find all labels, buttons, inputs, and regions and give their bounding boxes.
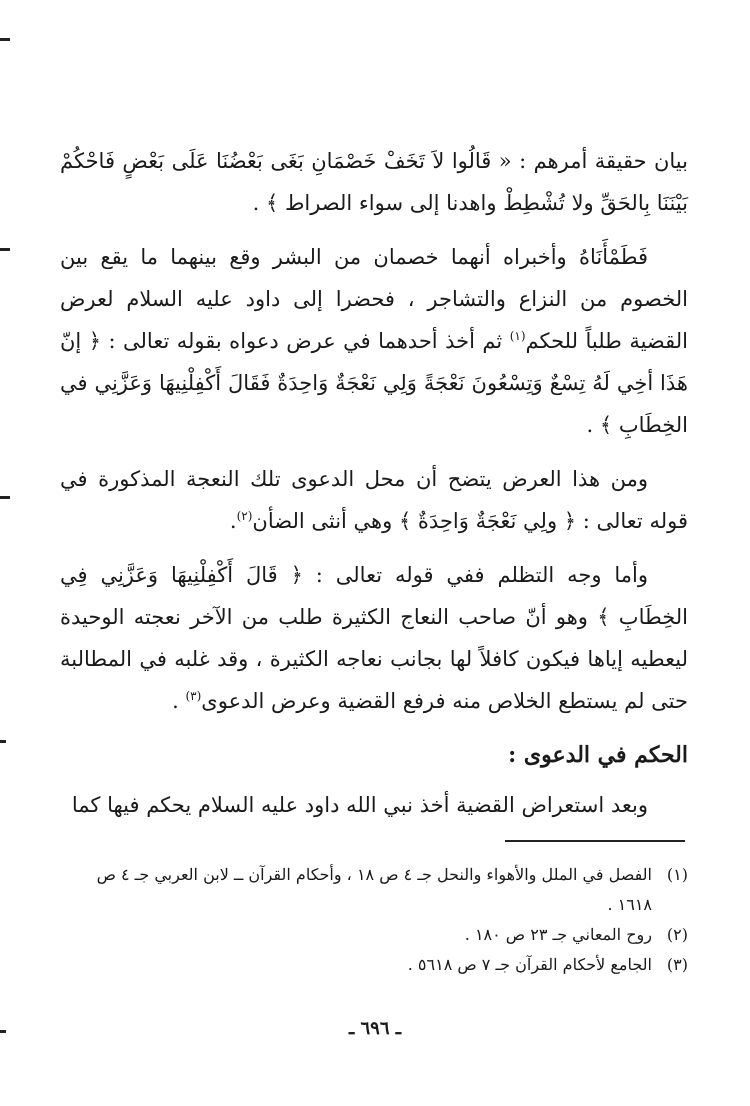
footnote-1: (١) الفصل في الملل والأهواء والنحل جـ ٤ ص ١٨ ، وأحكام القرآن ــ لابن العربي جـ ٤ ص ١٦١٨ . — [96, 865, 688, 914]
footnote-ref: (١) — [509, 329, 526, 343]
footnote-2: (٢) روح المعاني جـ ٢٣ ص ١٨٠ . — [464, 925, 688, 944]
paragraph-1: بيان حقيقة أمرهم : « قَالُوا لاَ تَخَفْ خَصْمَانِ بَغَى بَعْضُنَا عَلَى بَعْضٍ فَاحْكُمْ بَيْنَنَا بِالحَقِّ ولا تُشْطِطْ واهدنا إلى سواء الصراط ﴾ . — [60, 149, 688, 215]
footnotes — [80, 860, 688, 980]
margin-mark — [0, 740, 6, 743]
margin-mark — [0, 38, 10, 41]
paragraph-3: ومن هذا العرض يتضح أن محل الدعوى تلك النعجة المذكورة في قوله تعالى : ﴿ ولِي نَعْجَةٌ وَاحِدَةٌ ﴾ وهي أنثى الضأن$^{(٢)}$. — [60, 467, 688, 533]
margin-mark — [0, 496, 10, 499]
footnote-ref: (٢) — [236, 509, 253, 523]
footnote-ref: (٣) — [185, 689, 202, 703]
footnote-3: (٣) الجامع لأحكام القرآن جـ ٧ ص ٥٦١٨ . — [407, 955, 688, 974]
paragraph-5: وبعد استعراض القضية أخذ نبي الله داود عليه السلام يحكم فيها كما — [71, 793, 648, 817]
paragraph-4: وأما وجه التظلم ففي قوله تعالى : ﴿ قَالَ أَكْفِلْنِيهَا وَعَزَّنِي فِي الخِطَابِ ﴾ وهو أنّ صاحب النعاج الكثيرة طلب من الآخر نعجته الوحيدة ليعطيه إياها فيكون كافلاً لها بجانب نعاجه الكثيرة ، وقد غلبه في المطالبة حتى لم يستطع الخلاص منه فرفع القضية وعرض الدعوى$^{(٣)}$ . — [60, 563, 688, 713]
page-body — [60, 140, 688, 838]
paragraph-2: فَطَمْأَنَاهُ وأخبراه أنهما خصمان من البشر وقع بينهما ما يقع بين الخصوم من النزاع والتشاجر ، فحضرا إلى داود عليه السلام لعرض القضية طلباً للحكم$^{(١)}$ ثم أخذ أحدهما في عرض دعواه بقوله تعالى : ﴿ إنّ هَذَا أخِي لَهُ تِسْعٌ وَتِسْعُونَ نَعْجَةً وَلِي نَعْجَةٌ وَاحِدَةٌ فَقَالَ أَكْفِلْنِيهَا وَعَزَّنِي في الخِطَابِ ﴾ . — [60, 245, 688, 437]
page-number: ـ ٦٩٦ ـ — [348, 1018, 402, 1039]
section-heading: الحكم في الدعوى : — [508, 742, 688, 768]
footnote-divider — [505, 840, 685, 842]
margin-mark — [0, 248, 10, 251]
